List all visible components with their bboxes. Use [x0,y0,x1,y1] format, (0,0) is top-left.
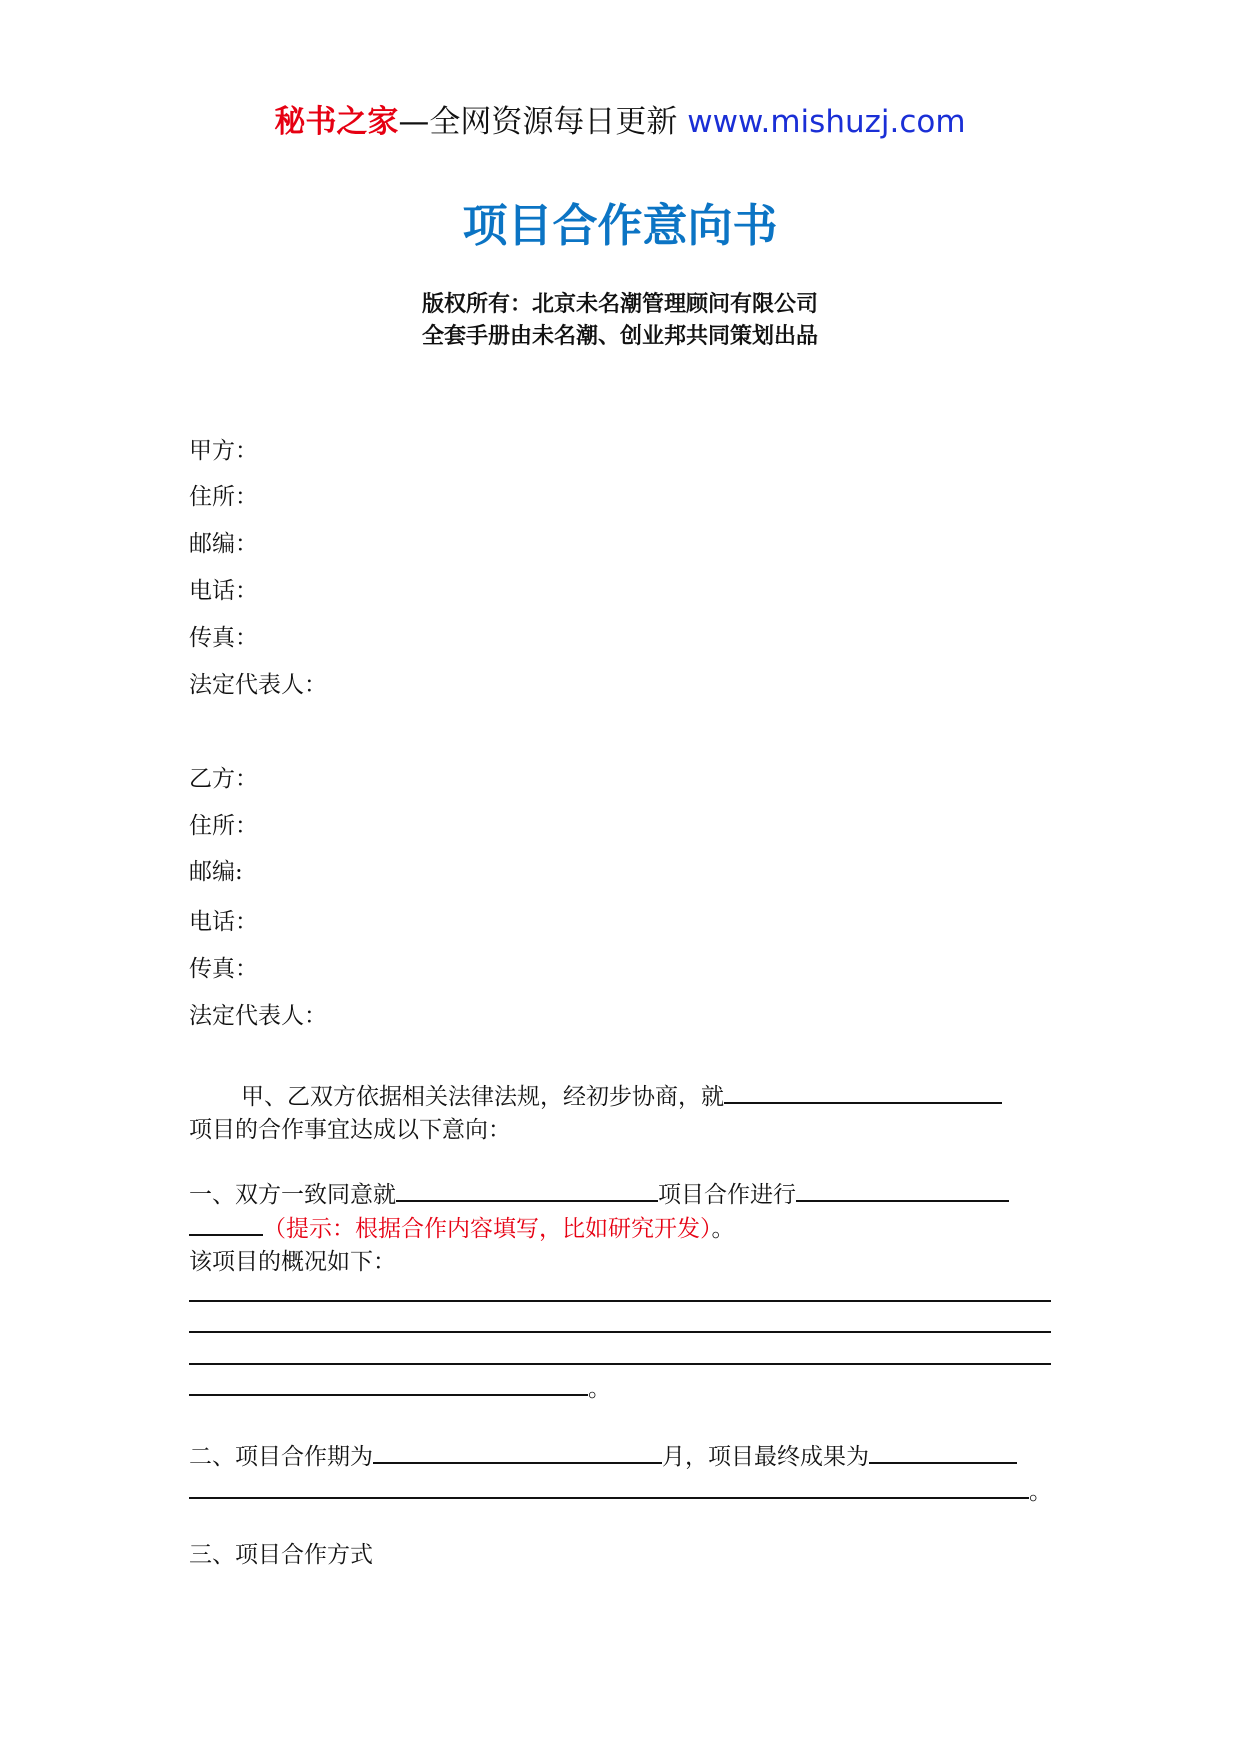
copyright-line: 版权所有：北京未名潮管理顾问有限公司 [421,292,818,317]
project-name-blank[interactable] [724,1080,1002,1104]
party-a-label: 甲方： [189,438,258,464]
clause-1-content-blank[interactable] [796,1178,1009,1202]
party-b-rep-label: 法定代表人： [189,1003,327,1029]
producer-line: 全套手册由未名潮、创业邦共同策划出品 [421,324,818,349]
party-a-phone-label: 电话： [189,578,258,604]
overview-blank-2[interactable] [189,1331,1051,1333]
clause-1-hint: （提示：根据合作内容填写，比如研究开发） [263,1216,712,1242]
overview-blank-4[interactable] [189,1372,588,1396]
clause-2-result-blank-cont[interactable] [189,1475,1029,1499]
site-url[interactable]: www.mishuzj.com [687,104,966,140]
document-title: 项目合作意向书 [462,199,778,252]
party-a-postcode-label: 邮编： [189,531,258,557]
party-a-rep-label: 法定代表人： [189,672,327,698]
party-a-address-label: 住所： [189,484,258,510]
overview-blank-3[interactable] [189,1363,1051,1365]
party-b-label: 乙方： [189,766,258,792]
party-b-fax-label: 传真： [189,956,258,982]
clause-1-line-1 [189,1178,1009,1210]
clause-1-end: 。 [711,1216,735,1242]
clause-2-line-2 [189,1475,1052,1507]
overview-last-line [189,1372,611,1404]
clause-2-period-blank[interactable] [373,1440,662,1464]
party-a-fax-label: 传真： [189,625,258,651]
clause-1-text-1: 一、双方一致同意就 [189,1182,396,1208]
party-b-postcode-label: 邮编: [189,859,243,885]
overview-blank-1[interactable] [189,1300,1051,1302]
party-b-phone-label: 电话： [189,909,258,935]
clause-1-overview-label: 该项目的概况如下： [189,1249,396,1275]
overview-end: 。 [588,1376,611,1402]
clause-1-text-2: 项目合作进行 [658,1182,796,1208]
brand-name: 秘书之家 [274,104,399,140]
clause-2-text-2: 月，项目最终成果为 [662,1444,869,1470]
site-header [0,102,1240,142]
party-b-address-label: 住所： [189,813,258,839]
clause-2-line-1 [189,1440,1017,1472]
intro-line-1 [241,1080,1002,1112]
intro-text-1: 甲、乙双方依据相关法律法规，经初步协商，就 [241,1084,724,1110]
clause-2-result-blank[interactable] [869,1440,1017,1464]
clause-1-project-blank[interactable] [396,1178,658,1202]
clause-2-end: 。 [1029,1479,1052,1505]
clause-1-line-2 [189,1212,735,1244]
clause-2-text-1: 二、项目合作期为 [189,1444,373,1470]
slogan: —全网资源每日更新 [398,104,678,140]
intro-text-2: 项目的合作事宜达成以下意向： [189,1117,511,1143]
clause-3-heading: 三、项目合作方式 [189,1542,373,1568]
clause-1-content-blank-cont[interactable] [189,1212,263,1236]
